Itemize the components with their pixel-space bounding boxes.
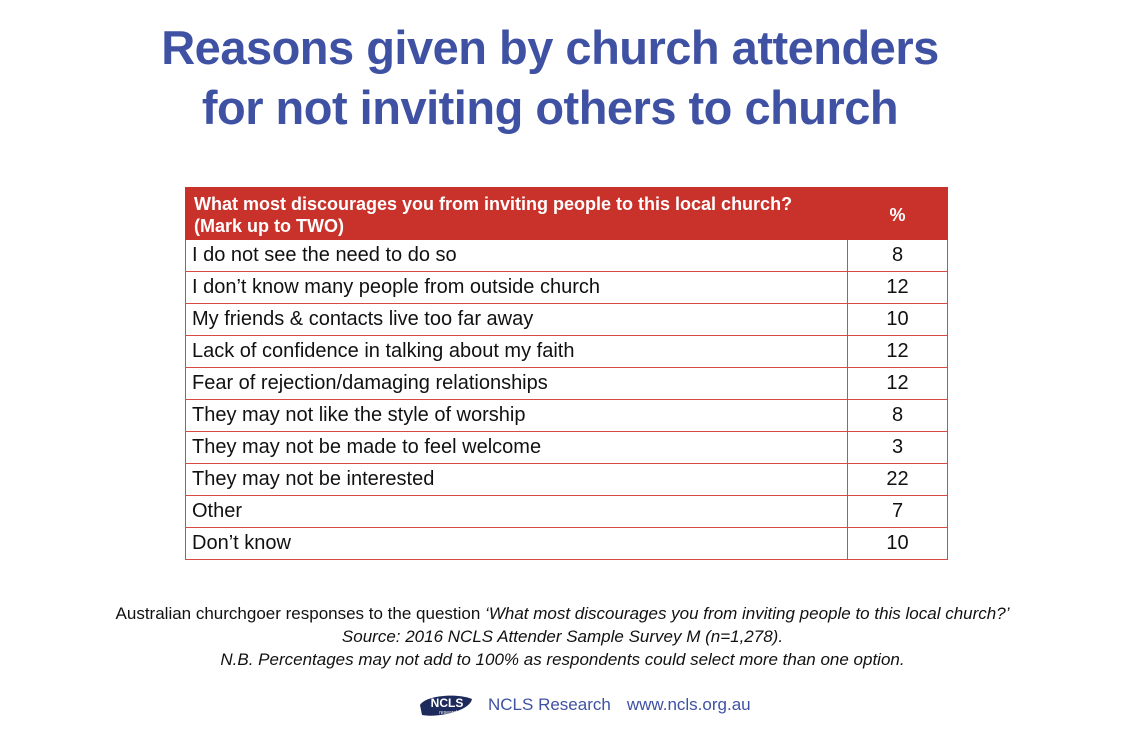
row-label: Don’t know bbox=[186, 528, 848, 560]
table-row bbox=[186, 304, 948, 336]
table-row bbox=[186, 528, 948, 560]
table-row bbox=[186, 400, 948, 432]
row-value: 3 bbox=[848, 432, 948, 464]
row-value: 7 bbox=[848, 496, 948, 528]
table-row bbox=[186, 432, 948, 464]
results-table bbox=[185, 187, 948, 560]
logo-text: NCLS bbox=[430, 696, 464, 710]
row-label: Fear of rejection/damaging relationships bbox=[186, 368, 848, 400]
caption-note: N.B. Percentages may not add to 100% as respondents could select more than one option. bbox=[220, 650, 905, 669]
row-value: 12 bbox=[848, 368, 948, 400]
row-value: 10 bbox=[848, 304, 948, 336]
page-title-line-2: for not inviting others to church bbox=[201, 81, 899, 134]
row-value: 22 bbox=[848, 464, 948, 496]
logo-subtext: research bbox=[439, 710, 459, 716]
table-row bbox=[186, 464, 948, 496]
row-label: They may not like the style of worship bbox=[186, 400, 848, 432]
caption-question: ‘What most discourages you from inviting people to this local church?’ bbox=[485, 604, 1010, 623]
table-row bbox=[186, 336, 948, 368]
row-label: My friends & contacts live too far away bbox=[186, 304, 848, 336]
table-header-row bbox=[186, 188, 948, 240]
source-caption bbox=[0, 602, 1125, 671]
row-label: They may not be made to feel welcome bbox=[186, 432, 848, 464]
row-label: I don’t know many people from outside church bbox=[186, 272, 848, 304]
row-label: Lack of confidence in talking about my faith bbox=[186, 336, 848, 368]
website-link[interactable]: www.ncls.org.au bbox=[626, 695, 751, 714]
caption-line-1 bbox=[0, 602, 1125, 625]
row-label: Other bbox=[186, 496, 848, 528]
table-row bbox=[186, 272, 948, 304]
caption-source: Source: 2016 NCLS Attender Sample Survey M (n=1,278). bbox=[341, 627, 784, 646]
row-value: 12 bbox=[848, 272, 948, 304]
page-title-line-1: Reasons given by church attenders bbox=[161, 21, 939, 74]
table-row bbox=[186, 496, 948, 528]
ncls-logo bbox=[418, 691, 474, 719]
table-row bbox=[186, 240, 948, 272]
row-value: 8 bbox=[848, 400, 948, 432]
row-label: They may not be interested bbox=[186, 464, 848, 496]
footer bbox=[418, 690, 751, 720]
table-row bbox=[186, 368, 948, 400]
row-value: 10 bbox=[848, 528, 948, 560]
table-header-question: What most discourages you from inviting people to this local church? (Mark up to TWO) bbox=[186, 188, 848, 240]
row-label: I do not see the need to do so bbox=[186, 240, 848, 272]
page-title bbox=[0, 18, 1100, 138]
row-value: 8 bbox=[848, 240, 948, 272]
org-name: NCLS Research bbox=[488, 695, 611, 714]
row-value: 12 bbox=[848, 336, 948, 368]
caption-prefix: Australian churchgoer responses to the question bbox=[115, 604, 486, 623]
table-header-percent: % bbox=[848, 188, 948, 240]
